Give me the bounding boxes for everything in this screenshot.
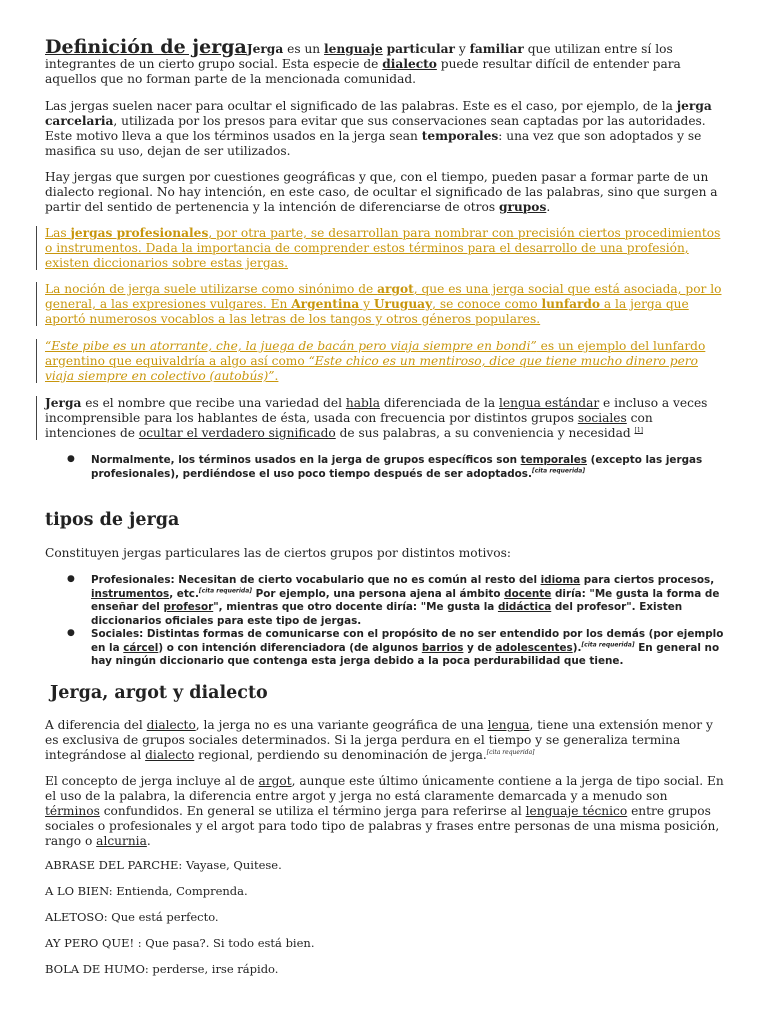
section-heading	[50, 683, 268, 703]
term-particular: particular	[386, 42, 455, 56]
glossary-text: ABRASE DEL PARCHE: Vayase, Quitese.	[45, 858, 282, 872]
text: Sociales: Distintas formas de comunicarse con el propósito de no ser entendido por los demás (por ejemplo en la	[91, 628, 724, 654]
text: Las jergas suelen nacer para ocultar el significado de las palabras. Este es el caso, por ejemplo, de la	[45, 99, 677, 113]
text: a la jerga que aportó numerosos vocablos a las letras de los tangos y otros géneros populares.	[45, 297, 689, 326]
text: .	[146, 834, 151, 848]
text: Las	[45, 226, 71, 240]
link-lengua-estandar[interactable]: lengua estándar	[499, 396, 600, 410]
text: .	[274, 369, 279, 383]
text: ).	[572, 641, 582, 654]
link-temporales[interactable]: temporales	[520, 454, 587, 466]
link-instrumentos[interactable]: instrumentos	[91, 587, 170, 600]
citation-needed[interactable]: [cita requerida]	[581, 641, 635, 649]
text: , etc.	[169, 587, 199, 600]
text: ) o con intención diferenciadora (de algunos	[158, 641, 422, 654]
paragraph-definicion-habla	[45, 396, 725, 441]
text: , tiene una extensión menor y es exclusiva de grupos sociales determinados. Si la jerga perdura en el tiempo y se generaliza termina integrándose al	[45, 718, 713, 762]
link-didactica[interactable]: didáctica	[497, 601, 552, 613]
glossary-entry	[45, 884, 725, 899]
link-dialecto-3[interactable]: dialecto	[145, 748, 195, 762]
text: , utilizada por los presos para evitar que sus conservaciones sean captadas por las autoridades. Este motivo lleva a que los términos usados en la jerga sean	[45, 114, 706, 143]
term-jerga-carcelaria: jerga carcelaria	[45, 99, 712, 128]
paragraph-jerga-carcelaria	[45, 99, 725, 159]
text: La noción de jerga suele utilizarse como sinónimo de	[45, 282, 378, 296]
quote-lunfardo: “Este pibe es un atorrante, che, la juega de bacán pero viaja siempre en bondi”	[45, 339, 537, 353]
glossary-text: BOLA DE HUMO: perderse, irse rápido.	[45, 962, 279, 976]
link-barrios[interactable]: barrios	[421, 641, 464, 654]
text: En general no hay ningún diccionario que contenga esta jerga debido a la poca perdurabilidad que tiene.	[91, 641, 720, 667]
text: y	[359, 297, 374, 311]
reference-1[interactable]: [1]	[634, 426, 644, 434]
text: Profesionales: Necesitan de cierto vocabulario que no es común al resto del	[91, 574, 541, 586]
text: que utilizan entre sí los integrantes de un cierto grupo social. Esta especie de	[45, 42, 673, 71]
link-lenguaje-tecnico[interactable]: lenguaje técnico	[525, 804, 628, 818]
term-jergas-profesionales: jergas profesionales	[70, 226, 209, 240]
glossary-text: AY PERO QUE! : Que pasa?. Si todo está bien.	[45, 936, 315, 950]
text: El concepto de jerga incluye al de	[45, 774, 259, 788]
link-profesor[interactable]: profesor	[163, 601, 214, 613]
heading-jerga-argot-dialecto: Jerga, argot y dialecto	[50, 683, 268, 703]
term-uruguay: Uruguay	[373, 297, 433, 311]
list-item	[45, 454, 725, 481]
bullet-icon: ●	[67, 454, 75, 464]
text: es un ejemplo del lunfardo argentino que equivaldría a algo así como	[45, 339, 706, 368]
paragraph-dialecto	[45, 718, 725, 763]
text: , por otra parte, se desarrollan para nombrar con precisión ciertos procedimientos o instrumentos. Dada la importancia de comprender estos términos para el desarrollo de una profesión, existen diccionarios sobre estas jergas.	[45, 226, 721, 270]
text: entre grupos sociales o profesionales y el argot para todo tipo de palabras y frases entre personas de una misma posición, rango o	[45, 804, 720, 848]
page-title: Definición de jerga	[45, 36, 247, 58]
paragraph-jergas-geograficas	[45, 170, 725, 215]
change-bar	[36, 282, 37, 326]
text: es el nombre que recibe una variedad del	[81, 396, 346, 410]
text: puede resultar difícil de entender para aquellos que no forman parte de la mencionada comunidad.	[45, 57, 681, 86]
link-alcurnia[interactable]: alcurnia	[96, 834, 147, 848]
text: Hay jergas que surgen por cuestiones geográficas y que, con el tiempo, pueden pasar a formar parte de un dialecto regional. No hay intención, en este caso, de ocultar el significado de las palabras, sino que surgen a partir del sentido de pertenencia y la intención de diferenciarse de otros	[45, 170, 718, 214]
text: , que es una jerga social que está asociada, por lo general, a las expresiones vulgares. En	[45, 282, 722, 311]
link-terminos[interactable]: términos	[45, 804, 100, 818]
link-dialecto-2[interactable]: dialecto	[146, 718, 196, 732]
citation-needed[interactable]: [cita requerida]	[198, 587, 253, 595]
term-jerga-2: Jerga	[45, 396, 82, 410]
list-item	[45, 628, 725, 669]
paragraph-tipos-intro	[45, 546, 725, 561]
text: con intenciones de	[45, 411, 653, 440]
text: del profesor". Existen diccionarios oficiales para este tipo de jergas.	[91, 601, 683, 627]
paragraph-argot	[45, 774, 725, 849]
text: Constituyen jergas particulares las de ciertos grupos por distintos motivos:	[45, 546, 511, 560]
glossary-text: A LO BIEN: Entienda, Comprenda.	[45, 884, 248, 898]
link-grupos[interactable]: grupos	[498, 200, 547, 214]
text: para ciertos procesos,	[580, 574, 715, 586]
glossary-entry	[45, 858, 725, 873]
term-argot: argot	[377, 282, 414, 296]
text: diría: "Me gusta la forma de enseñar del	[91, 587, 720, 613]
text: regional, perdiendo su denominación de jerga.	[194, 748, 487, 762]
paragraph-argot-lunfardo	[45, 282, 725, 327]
text: .	[546, 200, 551, 214]
link-argot[interactable]: argot	[258, 774, 292, 788]
link-dialecto[interactable]: dialecto	[382, 57, 437, 71]
text: Por ejemplo, una persona ajena al ámbito	[252, 587, 505, 600]
term-lunfardo: lunfardo	[541, 297, 601, 311]
section-heading	[45, 510, 179, 530]
glossary-entry	[45, 910, 725, 925]
text: , se conoce como	[432, 297, 542, 311]
text: es un	[283, 42, 325, 56]
text: y	[454, 42, 470, 56]
change-bar	[36, 396, 37, 440]
text: Normalmente, los términos usados en la jerga de grupos específicos son	[91, 454, 521, 466]
list-item	[45, 574, 725, 628]
change-bar	[36, 339, 37, 383]
heading-tipos-de-jerga: tipos de jerga	[45, 510, 180, 530]
link-carcel[interactable]: cárcel	[123, 641, 159, 654]
citation-needed[interactable]: [cita requerida]	[531, 467, 586, 475]
link-lengua[interactable]: lengua	[487, 718, 530, 732]
text: , aunque este último únicamente contiene a la jerga de tipo social. En el uso de la palabra, la diferencia entre argot y jerga no está claramente demarcada y a menudo son	[45, 774, 724, 803]
glossary-entry	[45, 936, 725, 951]
link-adolescentes[interactable]: adolescentes	[495, 641, 573, 654]
link-habla[interactable]: habla	[345, 396, 380, 410]
term-temporales: temporales	[421, 129, 499, 143]
text: e incluso a veces incomprensible para los hablantes de ésta, usada con frecuencia por distintos grupos	[45, 396, 708, 425]
link-sociales[interactable]: sociales	[577, 411, 627, 425]
text: ", mientras que otro docente diría: "Me gusta la	[213, 601, 498, 613]
glossary-entry	[45, 962, 725, 977]
bullet-icon: ●	[67, 628, 75, 638]
text: de sus palabras, a su conveniencia y necesidad	[335, 426, 631, 440]
text: : una vez que son adoptados y se masifica su uso, dejan de ser utilizados.	[45, 129, 702, 158]
quote-translation: “Este chico es un mentiroso, dice que tiene mucho dinero pero viaja siempre en colectivo (autobús)”	[45, 354, 698, 383]
term-argentina: Argentina	[291, 297, 360, 311]
citation-needed[interactable]: [cita requerida]	[486, 748, 535, 756]
link-ocultar-significado[interactable]: ocultar el verdadero significado	[138, 426, 336, 440]
term-familiar: familiar	[469, 42, 524, 56]
glossary-text: ALETOSO: Que está perfecto.	[45, 910, 219, 924]
intro-paragraph	[45, 36, 725, 87]
change-bar	[36, 226, 37, 270]
text: , la jerga no es una variante geográfica de una	[195, 718, 488, 732]
term-jerga: Jerga	[246, 42, 284, 56]
text: A diferencia del	[45, 718, 147, 732]
link-idioma[interactable]: idioma	[540, 574, 581, 586]
paragraph-ejemplo-lunfardo	[45, 339, 725, 384]
text: diferenciada de la	[379, 396, 500, 410]
link-lenguaje[interactable]: lenguaje	[324, 42, 383, 56]
paragraph-jergas-profesionales	[45, 226, 725, 271]
text: y de	[463, 641, 496, 654]
bullet-icon: ●	[67, 574, 75, 584]
text: (excepto las jergas profesionales), perdiéndose el uso poco tiempo después de ser adoptados.	[91, 454, 703, 480]
text: confundidos. En general se utiliza el término jerga para referirse al	[99, 804, 526, 818]
link-docente[interactable]: docente	[504, 587, 552, 600]
